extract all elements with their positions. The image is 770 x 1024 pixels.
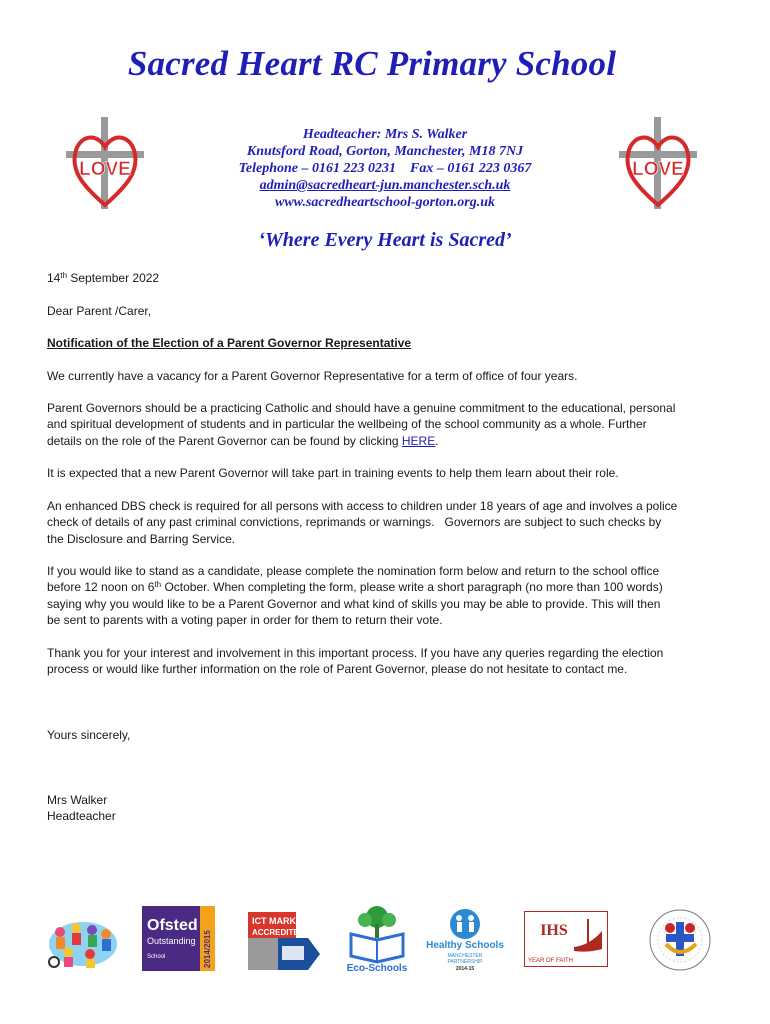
svg-text:Outstanding: Outstanding [147,936,196,946]
here-link[interactable]: HERE [401,433,436,448]
svg-text:Healthy Schools: Healthy Schools [426,940,504,951]
paragraph-vacancy: We currently have a vacancy for a Parent Governor Representative for a term of office of four years. [47,369,578,383]
children-artwork-logo [46,918,120,970]
year-of-faith-logo [524,911,608,967]
svg-text:MANCHESTER: MANCHESTER [447,953,483,959]
svg-text:2014-15: 2014-15 [455,966,475,972]
svg-text:YEAR OF FAITH: YEAR OF FAITH [528,958,574,964]
letter-subject: Notification of the Election of a Parent Governor Representative [47,336,412,350]
letter-date: 14th September 2022 [47,271,160,285]
school-name: Sacred Heart RC Primary School [127,44,617,83]
phone-fax-line: Telephone – 0161 223 0231 Fax – 0161 223 0367 [238,161,532,176]
ofsted-outstanding-logo [142,906,215,971]
email-link[interactable]: admin@sacredheart-jun.manchester.sch.uk [259,178,511,193]
svg-text:2014/2015: 2014/2015 [203,930,212,968]
address-line: Knutsford Road, Gorton, Manchester, M18 7NJ [246,144,524,159]
svg-text:IHS: IHS [540,922,568,939]
svg-text:ACCREDITED: ACCREDITED [252,928,305,937]
svg-text:LOVE: LOVE [79,159,131,180]
svg-text:School: School [147,954,166,960]
paragraph-nomination: If you would like to stand as a candidate, please complete the nomination form below and return to the school office before 12 noon on 6th October. When completing the form, please write a short paragraph (no more than 100 words) saying why you would like to be a Parent Governor and what kind of skills you may be able to provide. This will then be sent to parents with a voting paper in order for them to return their vote. [47,564,663,627]
signer-title: Headteacher [47,809,116,824]
healthy-schools-logo [420,908,510,972]
svg-text:Ofsted: Ofsted [147,917,198,934]
contact-block [0,126,770,211]
paragraph-training: It is expected that a new Parent Governor will take part in training events to help them learn about their role. [47,466,619,480]
eco-schools-logo [341,904,413,972]
signature-block [47,792,727,825]
school-motto: ‘Where Every Heart is Sacred’ [258,229,512,251]
svg-text:Eco-Schools: Eco-Schools [346,963,408,972]
closing: Yours sincerely, [47,728,131,742]
website-line[interactable]: www.sacredheartschool-gorton.org.uk [274,195,495,210]
paragraph-thanks: Thank you for your interest and involvement in this important process. If you have any queries regarding the election process or would like further information on the role of Parent Governor, please do not hesitate to contact me. [47,646,664,677]
svg-text:ICT MARK: ICT MARK [252,916,296,926]
signer-name: Mrs Walker [47,793,108,807]
paragraph-dbs: An enhanced DBS check is required for all persons with access to children under 18 years of age and involves a police check of details of any past criminal convictions, reprimands or warnings. Governors are subject to such checks by the Disclosure and Barring Service. [47,499,678,546]
salutation: Dear Parent /Carer, [47,304,152,318]
svg-text:PARTNERSHIP: PARTNERSHIP [447,959,483,965]
paragraph-requirements: Parent Governors should be a practicing Catholic and should have a genuine commitment to the educational, personal and spiritual development of students and in particular the wellbeing of the school community as a whole. Further details on the role of the Parent Governor can be found by clicking HERE. [47,401,676,448]
svg-text:LOVE: LOVE [632,159,684,180]
ict-mark-accredited-logo [248,912,320,970]
catholic-education-anniversary-logo [646,908,714,972]
headteacher-line: Headteacher: Mrs S. Walker [302,127,468,142]
